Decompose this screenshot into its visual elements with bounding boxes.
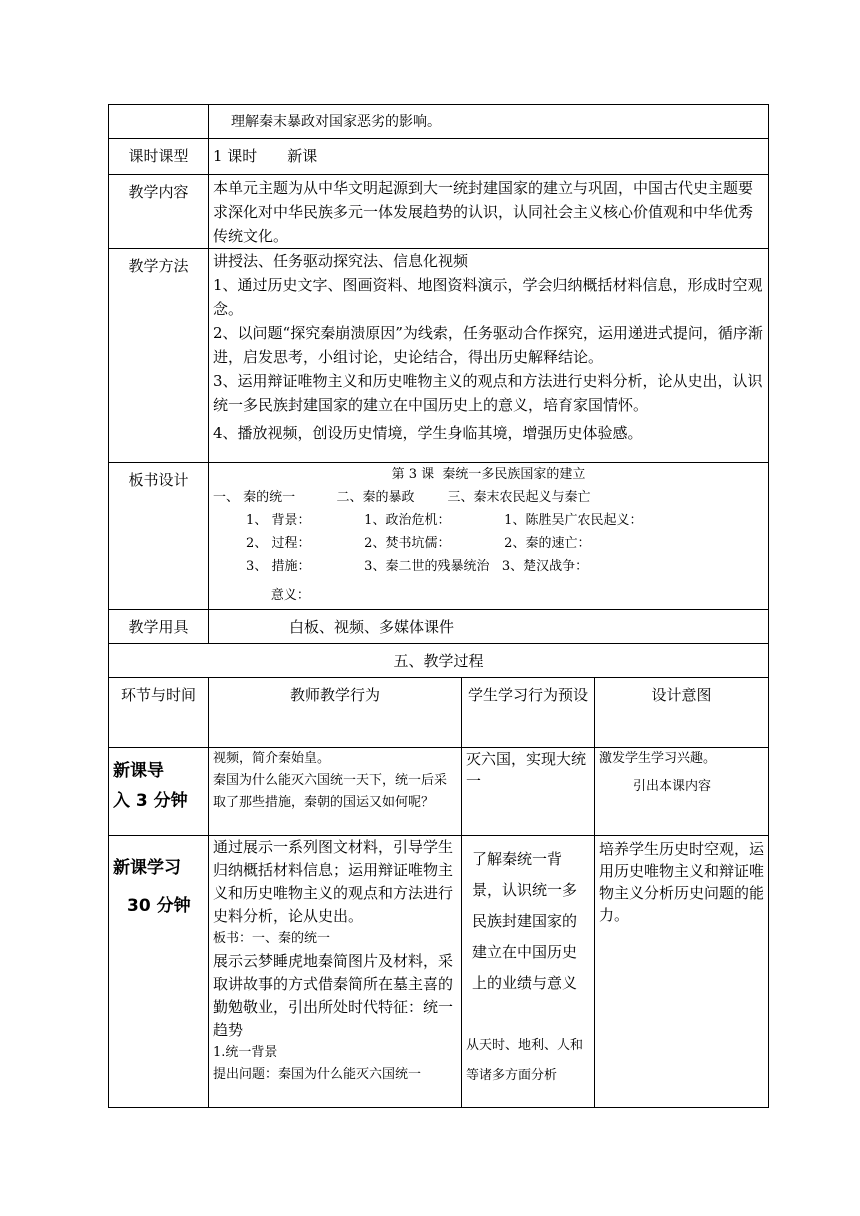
board-line: 1、 背景： 1、政治危机： 1、陈胜吴广农民起义： bbox=[213, 513, 643, 528]
board-line: 意义： bbox=[213, 588, 310, 603]
board-row bbox=[109, 463, 769, 610]
goal-label-cell bbox=[109, 105, 209, 139]
goal-text: 理解秦末暴政对国家恶劣的影响。 bbox=[209, 105, 769, 139]
student-action: 从天时、地利、人和等诸多方面分析 bbox=[466, 1038, 584, 1083]
design-intent: 培养学生历史时空观，运用历史唯物主义和辩证唯物主义分析历史问题的能力。 bbox=[595, 836, 769, 1108]
teacher-action: 秦国为什么能灭六国统一天下，统一后采取了那些措施，秦朝的国运又如何呢？ bbox=[213, 773, 448, 810]
method-line: 4、播放视频，创设历史情境，学生身临其境，增强历史体验感。 bbox=[213, 424, 643, 442]
board-line: 2、 过程： 2、焚书坑儒： 2、秦的速亡： bbox=[213, 536, 591, 551]
board-line: 3、 措施： 3、秦二世的残暴统治 3、楚汉战争： bbox=[213, 559, 589, 574]
stage-row-learning bbox=[109, 836, 769, 1108]
stage-name: 新课导 bbox=[113, 761, 164, 781]
design-intent: 激发学生学习兴趣。 bbox=[599, 751, 717, 766]
lesson-type-row bbox=[109, 139, 769, 175]
method-line: 讲授法、任务驱动探究法、信息化视频 bbox=[213, 252, 469, 270]
method-line: 3、运用辩证唯物主义和历史唯物主义的观点和方法进行史料分析，论从史出，认识统一多民族封建国家的建立在中国历史上的意义，培育家国情怀。 bbox=[213, 372, 763, 414]
content-label: 教学内容 bbox=[109, 175, 209, 249]
goal-row bbox=[109, 105, 769, 139]
section-title: 五、教学过程 bbox=[109, 644, 769, 678]
teacher-action: 视频，简介秦始皇。 bbox=[213, 751, 331, 766]
board-label: 板书设计 bbox=[109, 463, 209, 610]
stage-name: 入 3 分钟 bbox=[113, 791, 188, 811]
tools-row bbox=[109, 610, 769, 644]
lesson-plan-table bbox=[108, 104, 769, 1108]
tools-label: 教学用具 bbox=[109, 610, 209, 644]
teacher-item: 1.统一背景 bbox=[213, 1045, 278, 1060]
stage-row-intro bbox=[109, 748, 769, 836]
method-row bbox=[109, 249, 769, 463]
teacher-action: 通过展示一系列图文材料，引导学生归纳概括材料信息；运用辩证唯物主义和历史唯物主义的观点和方法进行史料分析，论从史出。 bbox=[213, 838, 454, 925]
teacher-action: 展示云梦睡虎地秦简图片及材料，采取讲故事的方式借秦简所在墓主喜的勤勉敬业，引出所处时代特征：统一趋势 bbox=[213, 952, 454, 1039]
student-action: 了解秦统一背景，认识统一多民族封建国家的建立在中国历史上的业绩与意义 bbox=[472, 850, 578, 992]
board-note: 板书：一、秦的统一 bbox=[213, 931, 331, 946]
stage-name: 新课学习 bbox=[113, 858, 181, 878]
header-student: 学生学习行为预设 bbox=[462, 678, 595, 748]
header-intent: 设计意图 bbox=[595, 678, 769, 748]
method-line: 2、以问题“探究秦崩溃原因”为线索，任务驱动合作探究，运用递进式提问，循序渐进，启发思考，小组讨论，史论结合，得出历史解释结论。 bbox=[213, 324, 763, 366]
content-text: 本单元主题为从中华文明起源到大一统封建国家的建立与巩固，中国古代史主题要求深化对中华民族多元一体发展趋势的认识，认同社会主义核心价值观和中华优秀传统文化。 bbox=[213, 179, 754, 245]
content-row bbox=[109, 175, 769, 249]
stage-name: 30 分钟 bbox=[127, 896, 191, 916]
header-teacher: 教师教学行为 bbox=[209, 678, 462, 748]
header-stage: 环节与时间 bbox=[109, 678, 209, 748]
lesson-type-label: 课时课型 bbox=[109, 139, 209, 175]
method-line: 1、通过历史文字、图画资料、地图资料演示，学会归纳概括材料信息，形成时空观念。 bbox=[213, 276, 763, 318]
student-action: 灭六国，实现大统一 bbox=[462, 748, 595, 836]
header-row bbox=[109, 678, 769, 748]
teacher-question: 提出问题：秦国为什么能灭六国统一 bbox=[213, 1067, 422, 1082]
tools-value: 白板、视频、多媒体课件 bbox=[209, 610, 769, 644]
section-row bbox=[109, 644, 769, 678]
method-label: 教学方法 bbox=[109, 249, 209, 463]
design-intent: 引出本课内容 bbox=[633, 779, 712, 794]
board-title: 第 3 课 秦统一多民族国家的建立 bbox=[391, 467, 586, 482]
board-line: 一、 秦的统一 二、秦的暴政 三、秦末农民起义与秦亡 bbox=[213, 490, 591, 505]
lesson-type-value: 1 课时 新课 bbox=[209, 139, 769, 175]
